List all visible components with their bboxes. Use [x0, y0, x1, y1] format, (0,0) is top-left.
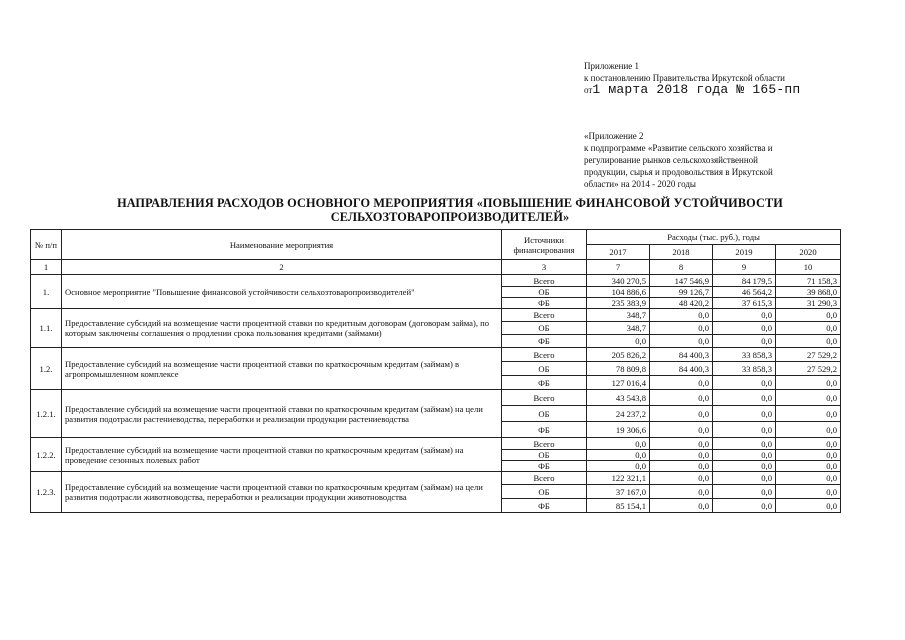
table-row	[31, 275, 841, 287]
expense-value: 27 529,2	[776, 348, 841, 362]
expense-value: 0,0	[776, 450, 841, 461]
table-body	[31, 275, 841, 513]
expense-value: 0,0	[650, 472, 713, 485]
expense-value: 0,0	[776, 309, 841, 322]
expense-value: 37 167,0	[587, 485, 650, 499]
item-number: 1.2.2.	[31, 438, 62, 472]
appendix-1-decree: к постановлению Правительства Иркутской области	[584, 73, 785, 83]
expense-value: 127 016,4	[587, 376, 650, 390]
table-row	[31, 438, 841, 450]
expense-value: 31 290,3	[776, 298, 841, 309]
funding-source: ФБ	[502, 461, 587, 472]
date-prefix: от	[584, 85, 593, 95]
expense-value: 19 306,6	[587, 422, 650, 438]
expense-value: 0,0	[650, 422, 713, 438]
column-number: 8	[650, 260, 713, 275]
expense-value: 99 126,7	[650, 287, 713, 298]
appendix-2-line-3: регулирование рынков сельскохозяйственной	[584, 155, 758, 165]
funding-source: ФБ	[502, 298, 587, 309]
expense-value: 0,0	[713, 335, 776, 348]
expense-value: 0,0	[776, 335, 841, 348]
appendix-2-line-2: к подпрограмме «Развитие сельского хозяйства и	[584, 143, 773, 153]
funding-source: ФБ	[502, 422, 587, 438]
appendix-1-date-line	[584, 84, 800, 96]
expense-value: 0,0	[650, 461, 713, 472]
expense-value: 0,0	[776, 499, 841, 513]
expense-value: 0,0	[650, 485, 713, 499]
title-line-1: НАПРАВЛЕНИЯ РАСХОДОВ ОСНОВНОГО МЕРОПРИЯТИЯ «ПОВЫШЕНИЕ ФИНАНСОВОЙ УСТОЙЧИВОСТИ	[117, 196, 783, 210]
expense-value: 0,0	[650, 322, 713, 335]
table-row	[31, 348, 841, 362]
expense-value: 0,0	[713, 390, 776, 406]
appendix-2-line-5: области» на 2014 - 2020 годы	[584, 179, 696, 189]
expense-value: 0,0	[587, 450, 650, 461]
expense-value: 0,0	[650, 438, 713, 450]
funding-source: ФБ	[502, 499, 587, 513]
header-year: 2020	[776, 245, 841, 260]
expense-value: 122 321,1	[587, 472, 650, 485]
expense-value: 84 400,3	[650, 348, 713, 362]
expense-value: 48 420,2	[650, 298, 713, 309]
item-number: 1.2.1.	[31, 390, 62, 438]
item-name: Предоставление субсидий на возмещение части процентной ставки по краткосрочным кредитам (займам) на цели развития подотрасли растениеводства, переработки и реализации продукции растениеводства	[62, 390, 502, 438]
expense-value: 0,0	[713, 499, 776, 513]
table-row	[31, 309, 841, 322]
expense-value: 348,7	[587, 322, 650, 335]
expense-value: 0,0	[776, 322, 841, 335]
appendix-2-line-4: продукции, сырья и продовольствия в Иркутской	[584, 167, 773, 177]
header-name: Наименование мероприятия	[62, 230, 502, 260]
expense-value: 0,0	[713, 450, 776, 461]
expense-value: 0,0	[587, 461, 650, 472]
title-line-2: СЕЛЬХОЗТОВАРОПРОИЗВОДИТЕЛЕЙ»	[330, 210, 570, 224]
expense-value: 46 564,2	[713, 287, 776, 298]
table-row	[31, 390, 841, 406]
column-number: 7	[587, 260, 650, 275]
expense-value: 0,0	[776, 461, 841, 472]
header-expenses: Расходы (тыс. руб.), годы	[587, 230, 841, 245]
header-year: 2018	[650, 245, 713, 260]
item-name: Предоставление субсидий на возмещение части процентной ставки по кредитным договорам (договорам займа), по которым заключены соглашения о продлении срока пользования кредитами (займами)	[62, 309, 502, 348]
funding-source: Всего	[502, 309, 587, 322]
expense-value: 0,0	[713, 472, 776, 485]
expense-value: 348,7	[587, 309, 650, 322]
column-numbers-row	[31, 260, 841, 275]
expense-value: 39 868,0	[776, 287, 841, 298]
funding-source: Всего	[502, 275, 587, 287]
expense-value: 0,0	[650, 335, 713, 348]
funding-source: Всего	[502, 472, 587, 485]
expense-value: 0,0	[650, 309, 713, 322]
funding-source: Всего	[502, 348, 587, 362]
item-number: 1.2.3.	[31, 472, 62, 513]
header-row-1	[31, 230, 841, 245]
expense-value: 340 270,5	[587, 275, 650, 287]
expense-value: 0,0	[776, 485, 841, 499]
expense-value: 0,0	[587, 438, 650, 450]
expense-value: 84 179,5	[713, 275, 776, 287]
expenses-table	[30, 229, 841, 513]
column-number: 3	[502, 260, 587, 275]
expense-value: 0,0	[713, 461, 776, 472]
expense-value: 0,0	[713, 485, 776, 499]
expense-value: 0,0	[713, 438, 776, 450]
item-name: Предоставление субсидий на возмещение части процентной ставки по краткосрочным кредитам (займам) на цели развития подотрасли животноводства, переработки и реализации продукции животноводства	[62, 472, 502, 513]
expense-value: 0,0	[650, 450, 713, 461]
expense-value: 0,0	[713, 406, 776, 422]
expense-value: 0,0	[650, 406, 713, 422]
item-name: Предоставление субсидий на возмещение части процентной ставки по краткосрочным кредитам (займам) в агропромышленном комплексе	[62, 348, 502, 390]
expense-value: 0,0	[776, 406, 841, 422]
expense-value: 84 400,3	[650, 362, 713, 376]
expense-value: 0,0	[587, 335, 650, 348]
expense-value: 235 383,9	[587, 298, 650, 309]
column-number: 2	[62, 260, 502, 275]
expense-value: 27 529,2	[776, 362, 841, 376]
funding-source: Всего	[502, 438, 587, 450]
expense-value: 37 615,3	[713, 298, 776, 309]
expense-value: 0,0	[713, 422, 776, 438]
expense-value: 78 809,8	[587, 362, 650, 376]
column-number: 1	[31, 260, 62, 275]
expense-value: 0,0	[713, 309, 776, 322]
expense-value: 147 546,9	[650, 275, 713, 287]
expense-value: 205 826,2	[587, 348, 650, 362]
funding-source: ОБ	[502, 485, 587, 499]
item-number: 1.1.	[31, 309, 62, 348]
item-number: 1.	[31, 275, 62, 309]
expense-value: 0,0	[650, 390, 713, 406]
header-year: 2019	[713, 245, 776, 260]
header-num: № п/п	[31, 230, 62, 260]
funding-source: ОБ	[502, 362, 587, 376]
funding-source: ФБ	[502, 376, 587, 390]
expense-value: 33 858,3	[713, 348, 776, 362]
expense-value: 0,0	[713, 322, 776, 335]
item-name: Основное мероприятие "Повышение финансовой устойчивости сельхозтоваропроизводителей"	[62, 275, 502, 309]
expense-value: 0,0	[776, 376, 841, 390]
document-title	[60, 196, 840, 224]
funding-source: ОБ	[502, 322, 587, 335]
expense-value: 0,0	[776, 438, 841, 450]
expense-value: 0,0	[650, 499, 713, 513]
expense-value: 0,0	[776, 422, 841, 438]
expense-value: 71 158,3	[776, 275, 841, 287]
funding-source: ОБ	[502, 287, 587, 298]
expense-value: 85 154,1	[587, 499, 650, 513]
appendix-2-header	[584, 130, 824, 190]
appendix-1-title: Приложение 1	[584, 61, 640, 71]
decree-date-number: 1 марта 2018 года № 165-пп	[592, 82, 801, 97]
expense-value: 24 237,2	[587, 406, 650, 422]
appendix-2-line-1: «Приложение 2	[584, 131, 644, 141]
expense-value: 0,0	[713, 376, 776, 390]
item-number: 1.2.	[31, 348, 62, 390]
expense-value: 43 543,8	[587, 390, 650, 406]
header-source: Источники финансирования	[502, 230, 587, 260]
item-name: Предоставление субсидий на возмещение части процентной ставки по краткосрочным кредитам (займам) на проведение сезонных полевых работ	[62, 438, 502, 472]
appendix-1-header	[584, 60, 800, 96]
expense-value: 0,0	[650, 376, 713, 390]
expense-value: 104 886,6	[587, 287, 650, 298]
table-row	[31, 472, 841, 485]
column-number: 9	[713, 260, 776, 275]
funding-source: Всего	[502, 390, 587, 406]
funding-source: ОБ	[502, 406, 587, 422]
funding-source: ФБ	[502, 335, 587, 348]
header-year: 2017	[587, 245, 650, 260]
expense-value: 0,0	[776, 472, 841, 485]
funding-source: ОБ	[502, 450, 587, 461]
column-number: 10	[776, 260, 841, 275]
expense-value: 33 858,3	[713, 362, 776, 376]
expense-value: 0,0	[776, 390, 841, 406]
